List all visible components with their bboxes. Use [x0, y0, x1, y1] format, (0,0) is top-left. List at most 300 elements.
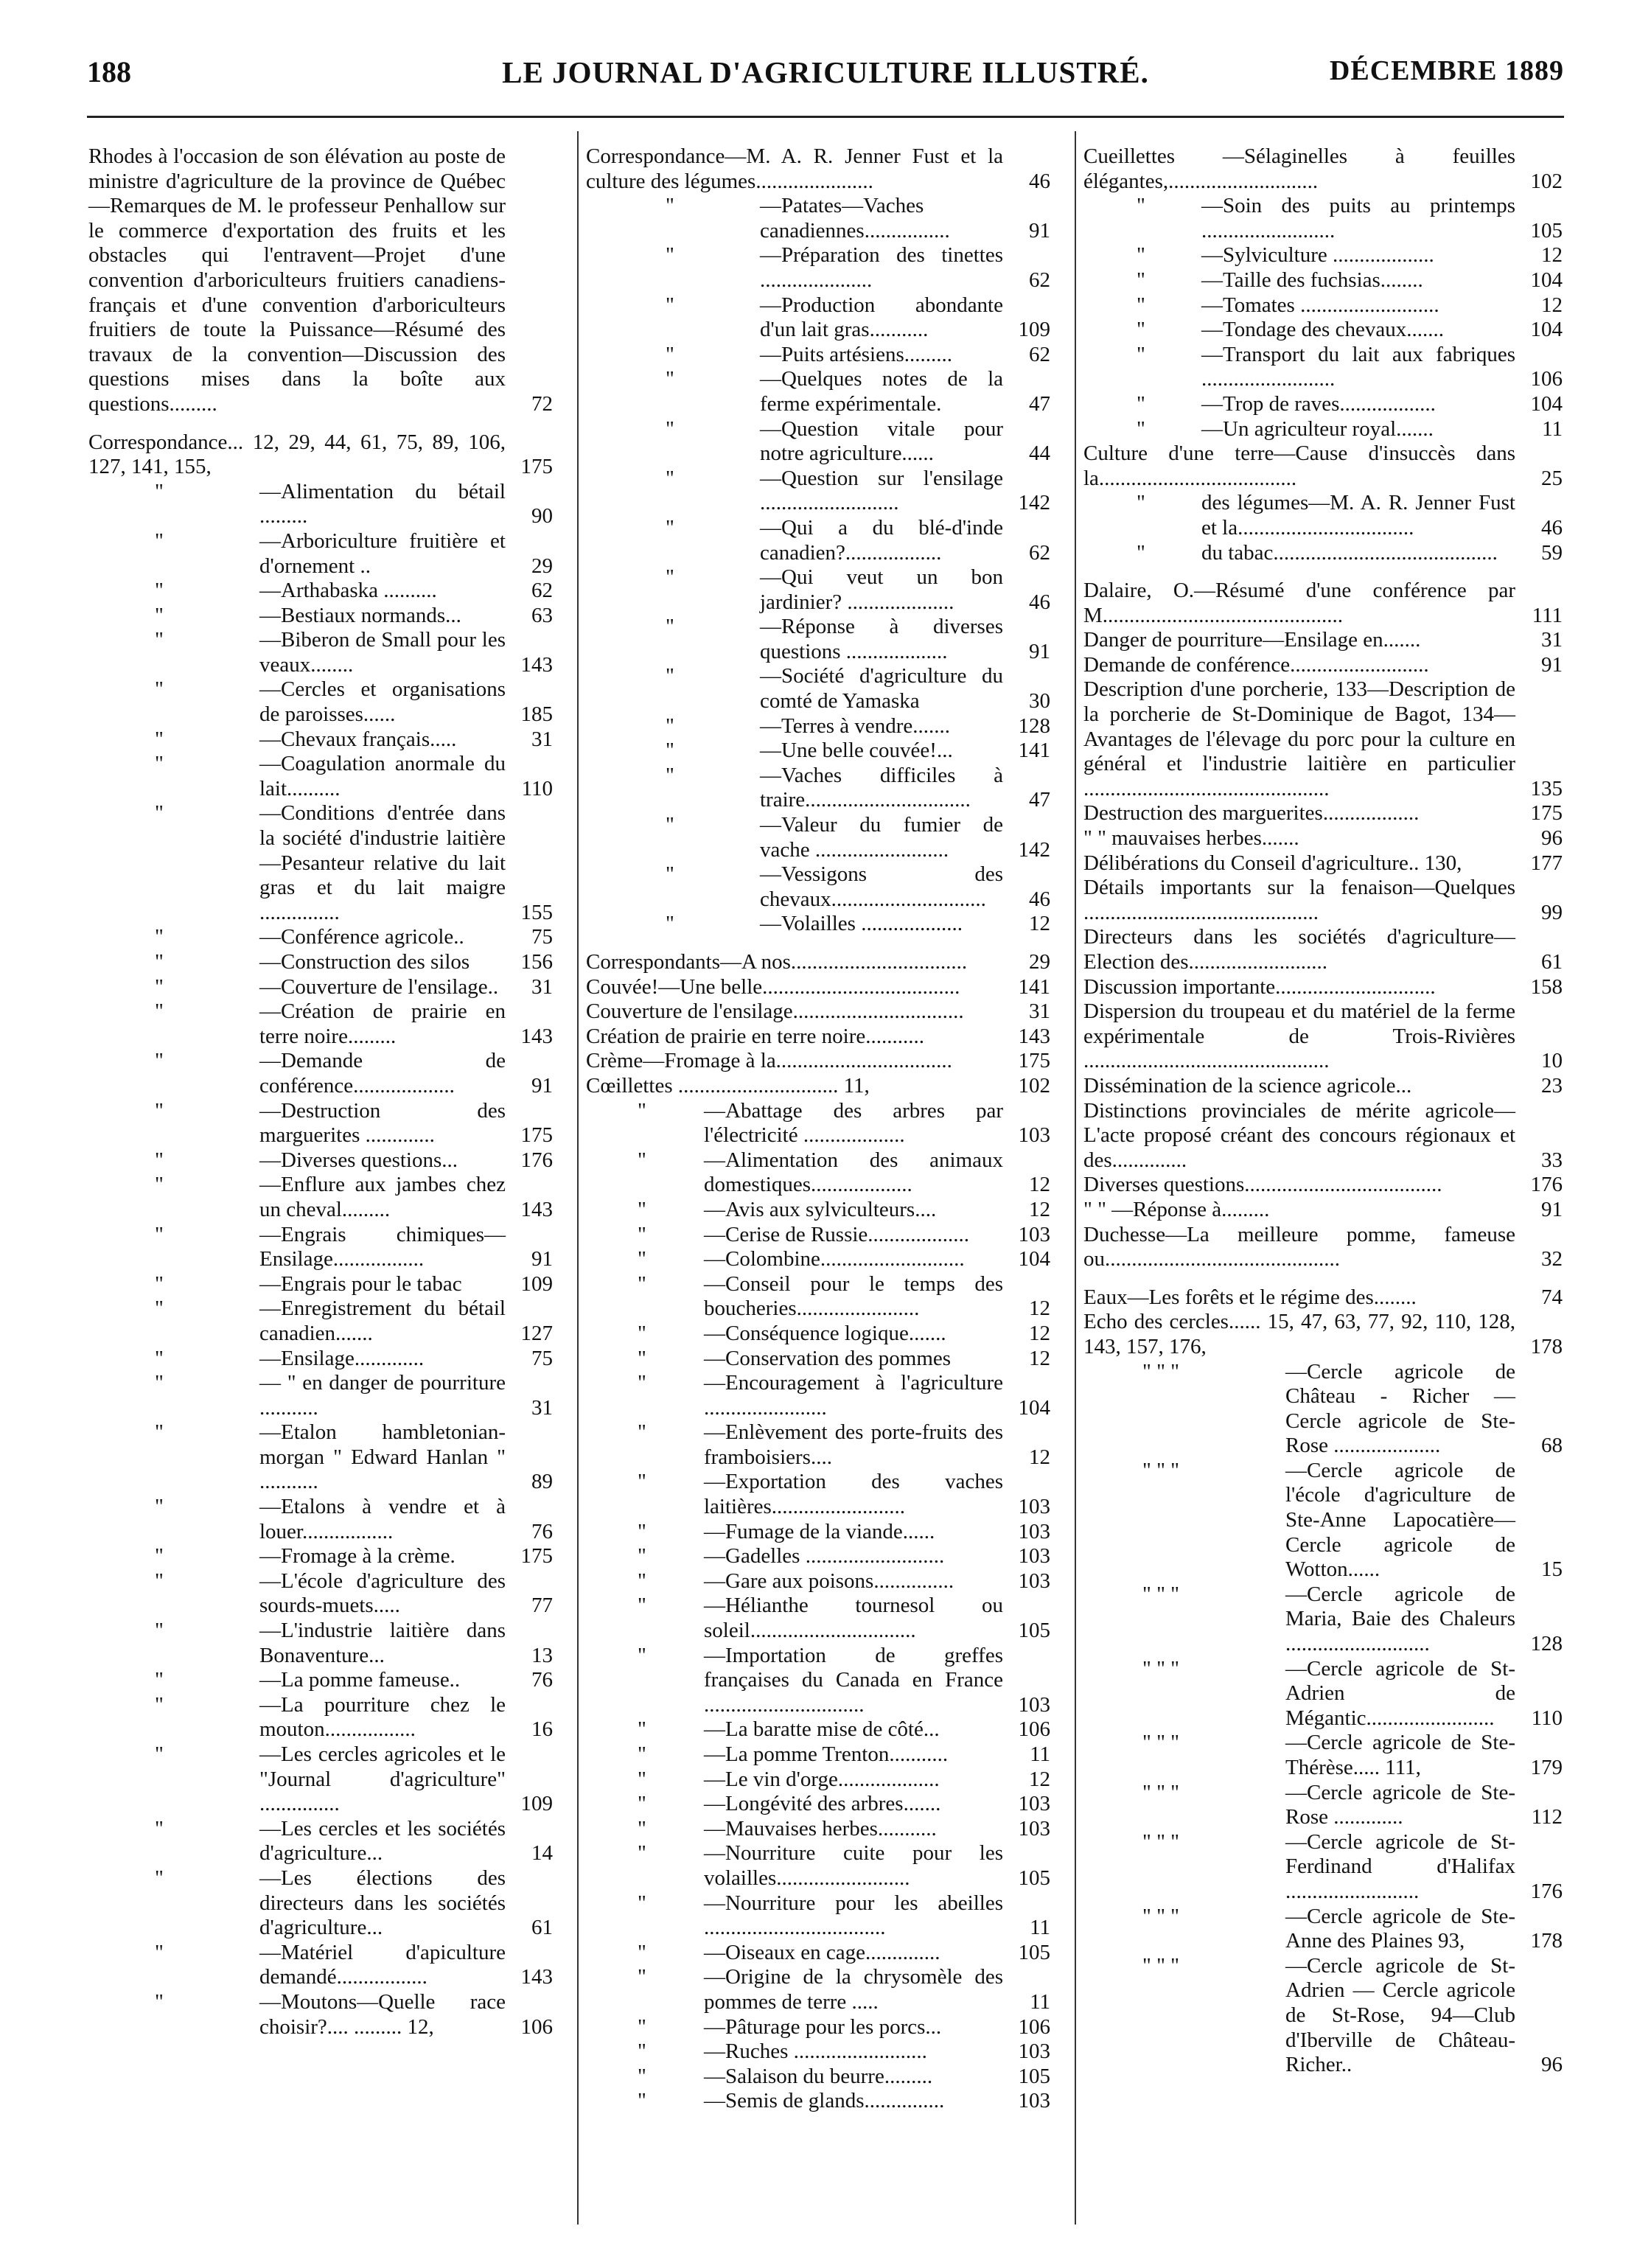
ditto-mark: " — [155, 974, 164, 999]
ditto-mark: " — [155, 1816, 164, 1840]
entry-text: —Cercle agricole de l'école d'agriculture de Ste-Anne Lapocatière— Cercle agricole de Wotton...... — [1285, 1458, 1515, 1582]
ditto-mark: " — [155, 727, 164, 751]
index-entry — [586, 1817, 1050, 1842]
ditto-mark: " — [638, 2064, 646, 2088]
entry-page-ref: 76 — [531, 1519, 553, 1543]
ditto-mark: " — [638, 1148, 646, 1172]
index-entry — [1083, 417, 1563, 442]
entry-page-ref: 25 — [1541, 466, 1563, 490]
entry-text: Distinctions provinciales de mérite agricole—L'acte proposé créant des concours régionaux et des.............. — [1083, 1098, 1515, 1172]
index-entry — [1083, 1173, 1563, 1198]
index-entry — [1083, 1198, 1563, 1223]
entry-page-ref: 46 — [1029, 590, 1050, 614]
entry-page-ref: 91 — [1029, 218, 1050, 242]
index-entry — [88, 1619, 553, 1668]
index-entry — [586, 1941, 1050, 1966]
index-entry — [88, 975, 553, 1000]
entry-page-ref: 12 — [1029, 912, 1050, 936]
ditto-mark: " — [155, 1619, 164, 1643]
entry-text: Rhodes à l'occasion de son élévation au poste de ministre d'agriculture de la province de Québec—Remarques de M. le professeur Penhallow sur le commerce d'exportation des fruits et les obstacles qui l'entravent—Projet d'une convention d'arboriculteurs fruitiers canadiens-français et d'une convention d'arboriculteurs fruitiers de toute la Puissance—Résumé des travaux de la convention—Discussion des questions mises dans la boîte aux questions......... — [88, 144, 506, 416]
entry-text: —Chevaux français..... — [259, 727, 457, 751]
entry-text: —Valeur du fumier de vache ......................... — [760, 813, 1003, 862]
entry-page-ref: 61 — [1541, 950, 1563, 974]
entry-page-ref: 91 — [1541, 1197, 1563, 1221]
entry-text: Crème—Fromage à la................................. — [586, 1049, 952, 1073]
ditto-mark: " — [155, 479, 164, 503]
ditto-mark: " — [155, 579, 164, 603]
entry-page-ref: 103 — [1018, 1792, 1050, 1816]
index-entry — [586, 764, 1050, 813]
entry-page-ref: 105 — [1530, 218, 1563, 242]
index-entry — [586, 1223, 1050, 1248]
entry-page-ref: 89 — [531, 1470, 553, 1494]
ditto-mark: " — [666, 862, 674, 887]
entry-page-ref: 12 — [1029, 1197, 1050, 1221]
entry-page-ref: 177 — [1530, 851, 1563, 875]
entry-text: —Cercle agricole de Ste-Rose ............. — [1285, 1780, 1515, 1829]
entry-page-ref: 96 — [1541, 826, 1563, 851]
index-entry — [1083, 293, 1563, 318]
index-entry — [1083, 999, 1563, 1074]
entry-page-ref: 76 — [531, 1668, 553, 1692]
index-entry — [586, 1470, 1050, 1519]
entry-text: —Gare aux poisons............... — [704, 1569, 954, 1593]
index-entry — [1083, 677, 1563, 801]
entry-text: —Soin des puits au printemps ......................... — [1201, 194, 1515, 242]
entry-page-ref: 104 — [1018, 1247, 1050, 1271]
ditto-mark: " — [155, 1420, 164, 1445]
ditto-mark: " — [666, 664, 674, 688]
ditto-mark: " — [155, 1989, 164, 2014]
index-entry — [586, 367, 1050, 416]
index-entry — [586, 1717, 1050, 1742]
entry-text: Dalaire, O.—Résumé d'une conférence par M............................................. — [1083, 579, 1515, 627]
entry-text: Dissémination de la science agricole... — [1083, 1073, 1412, 1098]
entry-page-ref: 32 — [1541, 1247, 1563, 1271]
entry-page-ref: 31 — [531, 727, 553, 751]
entry-page-ref: 91 — [531, 1247, 553, 1271]
entry-page-ref: 103 — [1018, 1519, 1050, 1543]
entry-text: Diverses questions..................................... — [1083, 1173, 1442, 1197]
entry-page-ref: 11 — [1030, 1916, 1050, 1940]
ditto-mark: " " " — [1142, 1780, 1180, 1804]
entry-text: —Diverses questions... — [259, 1148, 458, 1172]
index-entry — [88, 1297, 553, 1346]
entry-page-ref: 111 — [1532, 603, 1563, 627]
ditto-mark: " " " — [1142, 1582, 1180, 1606]
entry-text: —Encouragement à l'agriculture ....................... — [704, 1371, 1003, 1420]
entry-page-ref: 29 — [1029, 950, 1050, 974]
index-entry — [586, 1644, 1050, 1718]
entry-text: Détails importants sur la fenaison—Quelques ............................................ — [1083, 876, 1515, 924]
index-entry — [1083, 851, 1563, 876]
entry-text: —Alimentation des animaux domestiques................... — [704, 1148, 1003, 1197]
index-entry — [88, 999, 553, 1049]
entry-text: —Conférence agricole.. — [259, 925, 464, 949]
entry-page-ref: 12 — [1029, 1173, 1050, 1197]
entry-text: —Conditions d'entrée dans la société d'industrie laitière—Pesanteur relative du lait gras et du lait maigre ............... — [259, 801, 506, 924]
entry-text: —Puits artésiens......... — [760, 342, 952, 366]
entry-text: —Gadelles .......................... — [704, 1544, 945, 1569]
index-column-2 — [586, 144, 1050, 2114]
index-entry — [586, 1074, 1050, 1099]
entry-text: —Les cercles agricoles et le "Journal d'agriculture" ............... — [259, 1742, 506, 1816]
index-entry — [586, 467, 1050, 516]
ditto-mark: " — [155, 1173, 164, 1197]
ditto-mark: " — [638, 1346, 646, 1370]
entry-page-ref: 127 — [520, 1321, 553, 1345]
entry-page-ref: 10 — [1541, 1049, 1563, 1073]
entry-page-ref: 102 — [1018, 1073, 1050, 1098]
index-entry — [586, 1841, 1050, 1891]
entry-text: —Ruches ......................... — [704, 2040, 927, 2064]
entry-text: —Cercles et organisations de paroisses...... — [259, 677, 506, 727]
issue-date: DÉCEMBRE 1889 — [1329, 55, 1564, 86]
entry-text: —Cerise de Russie................... — [704, 1222, 970, 1246]
ditto-mark: " — [638, 1643, 646, 1667]
ditto-mark: " — [638, 1098, 646, 1123]
index-entry — [88, 1866, 553, 1941]
index-entry — [88, 1272, 553, 1297]
entry-page-ref: 103 — [1018, 1544, 1050, 1569]
entry-text: —Cercle agricole de St-Adrien — Cercle agricole de St-Rose, 94—Club d'Iberville de Château-Richer.. — [1285, 1953, 1515, 2077]
entry-page-ref: 128 — [1530, 1632, 1563, 1656]
header-rule — [87, 116, 1564, 118]
entry-text: —Tomates .......................... — [1201, 293, 1439, 317]
entry-text: —Qui a du blé-d'inde canadien?.................. — [760, 515, 1003, 565]
entry-text: —La pomme fameuse.. — [259, 1668, 461, 1692]
ditto-mark: " — [155, 1148, 164, 1172]
ditto-mark: " — [638, 1841, 646, 1866]
ditto-mark: " — [638, 2089, 646, 2113]
entry-text: —Vaches difficiles à traire............................... — [760, 763, 1003, 812]
index-entry — [1083, 1954, 1563, 2078]
ditto-mark: " — [155, 1940, 164, 1964]
index-entry — [586, 1742, 1050, 1768]
ditto-mark: " — [638, 1371, 646, 1395]
ditto-mark: " — [155, 1098, 164, 1123]
entry-page-ref: 29 — [531, 554, 553, 578]
entry-page-ref: 103 — [1018, 1495, 1050, 1519]
entry-text: —La baratte mise de côté... — [704, 1717, 940, 1742]
index-entry — [88, 677, 553, 727]
index-entry — [586, 912, 1050, 937]
entry-page-ref: 178 — [1530, 1929, 1563, 1953]
index-entry — [1083, 318, 1563, 343]
entry-text: —Origine de la chrysomèle des pommes de terre ..... — [704, 1965, 1003, 2014]
ditto-mark: " " " — [1142, 1359, 1180, 1384]
index-entry — [586, 1099, 1050, 1148]
index-entry — [586, 1768, 1050, 1793]
index-entry — [586, 565, 1050, 615]
entry-page-ref: 11 — [1542, 416, 1563, 441]
index-entry — [1083, 1360, 1563, 1459]
index-entry — [586, 1247, 1050, 1272]
entry-text: —Sylviculture ................... — [1201, 243, 1434, 268]
entry-text: " " mauvaises herbes....... — [1083, 826, 1299, 851]
ditto-mark: " — [155, 528, 164, 553]
entry-text: du tabac.......................................... — [1201, 540, 1498, 565]
entry-page-ref: 62 — [1029, 342, 1050, 366]
entry-page-ref: 142 — [1018, 491, 1050, 515]
ditto-mark: " — [638, 1742, 646, 1766]
entry-text: —Alimentation du bétail ......... — [259, 479, 506, 528]
entry-text: —Fumage de la viande...... — [704, 1519, 935, 1543]
entry-page-ref: 143 — [520, 652, 553, 677]
ditto-mark: " — [638, 1940, 646, 1964]
entry-page-ref: 185 — [520, 702, 553, 727]
entry-page-ref: 109 — [520, 1792, 553, 1816]
entry-page-ref: 176 — [1530, 1173, 1563, 1197]
index-entry — [1083, 541, 1563, 566]
entry-page-ref: 110 — [521, 776, 553, 800]
page-header — [87, 55, 1564, 99]
entry-page-ref: 75 — [531, 925, 553, 949]
index-entry — [1083, 1781, 1563, 1830]
entry-page-ref: 15 — [1541, 1557, 1563, 1582]
index-entry — [586, 615, 1050, 664]
index-entry — [88, 1173, 553, 1222]
entry-text: —Préparation des tinettes ..................... — [760, 243, 1003, 292]
entry-text: —Biberon de Small pour les veaux........ — [259, 628, 506, 677]
ditto-mark: " — [155, 603, 164, 627]
index-entry — [88, 529, 553, 579]
index-entry — [1083, 1074, 1563, 1099]
index-entry — [1083, 144, 1563, 194]
entry-page-ref: 143 — [520, 1197, 553, 1221]
index-entry — [1083, 491, 1563, 540]
index-entry — [1083, 268, 1563, 293]
index-entry — [586, 1891, 1050, 1941]
index-entry — [586, 2089, 1050, 2114]
entry-text: —Enflure aux jambes chez un cheval......... — [259, 1173, 506, 1221]
entry-page-ref: 175 — [1530, 801, 1563, 826]
index-entry — [586, 1965, 1050, 2014]
entry-text: Correspondance—M. A. R. Jenner Fust et la culture des légumes...................... — [586, 144, 1003, 193]
index-entry — [88, 727, 553, 753]
entry-text: —Taille des fuchsias........ — [1201, 268, 1423, 292]
entry-text: —Destruction des marguerites ............. — [259, 1098, 506, 1148]
index-entry — [1083, 876, 1563, 925]
ditto-mark: " — [666, 739, 674, 763]
ditto-mark: " — [155, 950, 164, 974]
entry-page-ref: 102 — [1530, 169, 1563, 193]
ditto-mark: " — [155, 1049, 164, 1073]
ditto-mark: " — [638, 2040, 646, 2064]
entry-text: Cœillettes .............................. 11, — [586, 1073, 870, 1098]
entry-text: Couvée!—Une belle..................................... — [586, 974, 960, 999]
entry-text: —Réponse à diverses questions ................... — [760, 615, 1003, 663]
ditto-mark: " — [638, 1519, 646, 1543]
index-entry — [88, 1420, 553, 1495]
index-entry — [586, 813, 1050, 862]
ditto-mark: " — [155, 801, 164, 826]
entry-text: —Nourriture cuite pour les volailles......................... — [704, 1841, 1003, 1890]
entry-page-ref: 12 — [1541, 243, 1563, 268]
entry-text: —Fromage à la crème. — [259, 1544, 455, 1569]
entry-page-ref: 175 — [1018, 1049, 1050, 1073]
entry-text: —Le vin d'orge................... — [704, 1767, 940, 1791]
entry-page-ref: 176 — [520, 1148, 553, 1172]
index-entry — [586, 516, 1050, 565]
index-entry — [586, 2065, 1050, 2090]
entry-page-ref: 104 — [1018, 1395, 1050, 1420]
entry-page-ref: 77 — [531, 1594, 553, 1618]
entry-page-ref: 14 — [531, 1841, 553, 1866]
entry-page-ref: 105 — [1018, 1619, 1050, 1643]
entry-page-ref: 158 — [1530, 974, 1563, 999]
entry-page-ref: 103 — [1018, 1816, 1050, 1840]
entry-text: —Hélianthe tournesol ou soleil............................... — [704, 1594, 1003, 1643]
entry-page-ref: 12 — [1029, 1297, 1050, 1321]
ditto-mark: " — [1137, 342, 1145, 366]
index-entry — [88, 925, 553, 950]
ditto-mark: " — [155, 1222, 164, 1246]
ditto-mark: " — [155, 1569, 164, 1593]
ditto-mark: " — [1137, 243, 1145, 268]
ditto-mark: " — [666, 813, 674, 837]
index-entry — [586, 714, 1050, 739]
index-entry — [1083, 243, 1563, 268]
entry-page-ref: 175 — [520, 455, 553, 479]
index-entry — [586, 999, 1050, 1025]
entry-text: —Longévité des arbres....... — [704, 1792, 941, 1816]
entry-text: —Cercle agricole de St-Ferdinand d'Halifax ......................... — [1285, 1829, 1515, 1903]
ditto-mark: " — [638, 1420, 646, 1445]
entry-page-ref: 175 — [520, 1544, 553, 1569]
index-entry — [1083, 1657, 1563, 1731]
entry-page-ref: 46 — [1029, 169, 1050, 193]
index-entry — [1083, 1583, 1563, 1657]
index-entry — [88, 1742, 553, 1817]
entry-text: —Arthabaska .......... — [259, 579, 437, 603]
entry-page-ref: 30 — [1029, 689, 1050, 713]
entry-text: —Transport du lait aux fabriques ......................... — [1201, 342, 1515, 391]
entry-page-ref: 59 — [1541, 540, 1563, 565]
ditto-mark: " — [1137, 416, 1145, 441]
index-entry — [1083, 194, 1563, 243]
entry-page-ref: 72 — [531, 391, 553, 416]
entry-page-ref: 179 — [1530, 1756, 1563, 1779]
entry-text: —Société d'agriculture du comté de Yamaska — [760, 664, 1003, 713]
index-entry — [1083, 628, 1563, 653]
ditto-mark: " — [1137, 491, 1145, 515]
entry-text: —La pomme Trenton........... — [704, 1742, 949, 1766]
entry-text: Echo des cercles...... 15, 47, 63, 77, 92, 110, 128, 143, 157, 176, — [1083, 1310, 1515, 1358]
index-entry — [586, 1371, 1050, 1420]
entry-text: —Trop de raves.................. — [1201, 391, 1436, 416]
ditto-mark: " — [666, 342, 674, 366]
ditto-mark: " — [638, 1222, 646, 1246]
ditto-mark: " — [155, 752, 164, 776]
index-entry — [88, 430, 553, 480]
ditto-mark: " — [638, 1470, 646, 1494]
entry-text: —Cercle agricole de Ste-Thérèse..... 111, — [1285, 1731, 1515, 1779]
entry-page-ref: 141 — [1018, 739, 1050, 763]
entry-page-ref: 143 — [520, 1024, 553, 1048]
ditto-mark: " — [638, 1792, 646, 1816]
entry-text: Couverture de l'ensilage................................ — [586, 999, 964, 1024]
index-entry — [88, 1941, 553, 1990]
entry-text: —Importation de greffes françaises du Canada en France .............................. — [704, 1643, 1003, 1717]
index-entry — [586, 2015, 1050, 2040]
entry-page-ref: 110 — [1531, 1706, 1563, 1730]
entry-page-ref: 128 — [1018, 713, 1050, 738]
index-entry — [586, 975, 1050, 1000]
entry-page-ref: 103 — [1018, 1569, 1050, 1593]
entry-page-ref: 178 — [1530, 1334, 1563, 1358]
index-entry — [1083, 343, 1563, 392]
index-entry — [1083, 1310, 1563, 1359]
entry-page-ref: 12 — [1029, 1445, 1050, 1469]
entry-page-ref: 62 — [531, 579, 553, 603]
index-entry — [586, 1420, 1050, 1470]
ditto-mark: " " " — [1142, 1458, 1180, 1482]
index-entry — [586, 1792, 1050, 1817]
entry-text: —Tondage des chevaux....... — [1201, 318, 1444, 342]
column-divider-1 — [577, 131, 579, 2225]
entry-page-ref: 12 — [1029, 1767, 1050, 1791]
index-entry — [88, 604, 553, 629]
index-entry — [88, 628, 553, 677]
index-entry — [1083, 1830, 1563, 1905]
entry-text: —Cercle agricole de St-Adrien de Mégantic........................ — [1285, 1656, 1515, 1730]
ditto-mark: " " " — [1142, 1829, 1180, 1854]
index-entry — [88, 144, 553, 417]
entry-page-ref: 47 — [1029, 788, 1050, 812]
entry-text: —Cercle agricole de Ste-Anne des Plaines 93, — [1285, 1904, 1515, 1953]
entry-text: Délibérations du Conseil d'agriculture.. 130, — [1083, 851, 1462, 875]
entry-page-ref: 75 — [531, 1346, 553, 1370]
ditto-mark: " — [155, 1742, 164, 1766]
entry-text: —Avis aux sylviculteurs.... — [704, 1197, 937, 1221]
ditto-mark: " — [155, 677, 164, 702]
ditto-mark: " — [638, 1197, 646, 1221]
entry-page-ref: 106 — [1018, 1717, 1050, 1742]
entry-text: — " en danger de pourriture ........... — [259, 1371, 506, 1420]
entry-text: Cueillettes —Sélaginelles à feuilles élégantes,............................ — [1083, 144, 1515, 193]
entry-page-ref: 68 — [1541, 1434, 1563, 1458]
entry-page-ref: 31 — [531, 974, 553, 999]
index-entry — [1083, 579, 1563, 628]
entry-text: —Les élections des directeurs dans les sociétés d'agriculture... — [259, 1866, 506, 1940]
entry-page-ref: 155 — [520, 900, 553, 924]
ditto-mark: " — [1137, 268, 1145, 292]
entry-page-ref: 44 — [1029, 442, 1050, 466]
ditto-mark: " — [666, 713, 674, 738]
entry-text: —Pâturage pour les porcs... — [704, 2014, 942, 2039]
entry-page-ref: 142 — [1018, 837, 1050, 862]
index-entry — [586, 343, 1050, 368]
entry-text: —Les cercles et les sociétés d'agriculture... — [259, 1816, 506, 1866]
entry-text: —L'école d'agriculture des sourds-muets..... — [259, 1569, 506, 1618]
entry-page-ref: 143 — [1018, 1024, 1050, 1048]
ditto-mark: " — [666, 243, 674, 268]
entry-text: Destruction des marguerites.................. — [1083, 801, 1420, 826]
index-entry — [586, 1025, 1050, 1050]
entry-page-ref: 135 — [1530, 776, 1563, 800]
entry-page-ref: 109 — [520, 1271, 553, 1296]
ditto-mark: " — [666, 466, 674, 490]
entry-text: —Couverture de l'ensilage.. — [259, 974, 499, 999]
entry-text: —Enlèvement des porte-fruits des framboisiers.... — [704, 1420, 1003, 1469]
index-entry — [586, 1272, 1050, 1322]
index-entry — [88, 1693, 553, 1742]
index-entry — [586, 1520, 1050, 1545]
entry-text: —Demande de conférence................... — [259, 1049, 506, 1098]
index-entry — [586, 1544, 1050, 1569]
entry-page-ref: 104 — [1530, 391, 1563, 416]
